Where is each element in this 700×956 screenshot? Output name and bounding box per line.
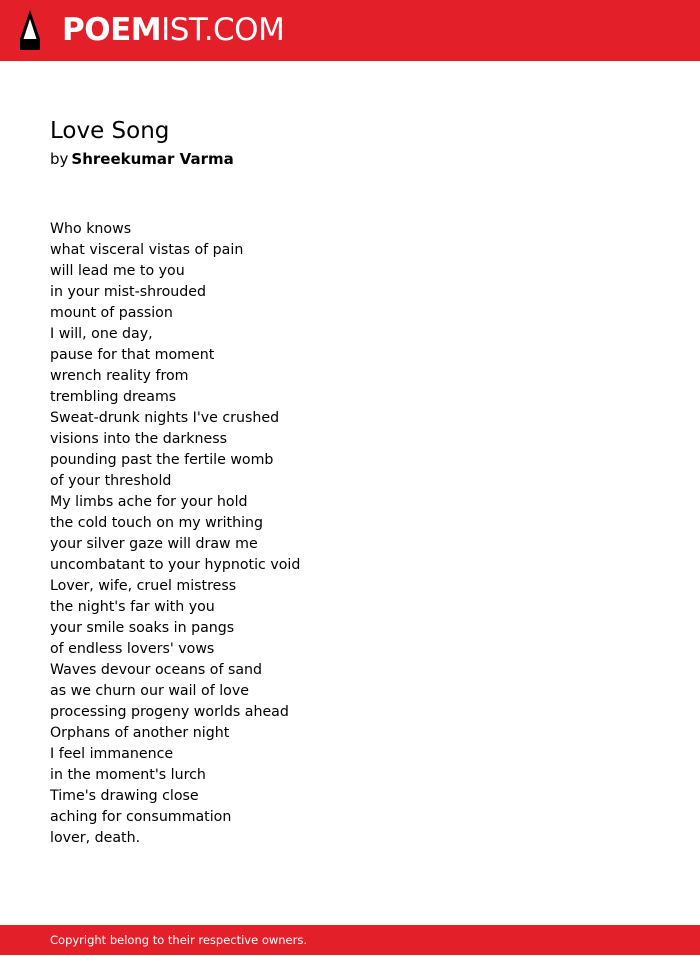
logo-text-light: IST.COM [161,12,285,48]
poem-line: pause for that moment [50,347,215,363]
poem-line: as we churn our wail of love [50,683,249,699]
poem-line: I will, one day, [50,326,153,342]
poem-line: visions into the darkness [50,431,227,447]
pen-nib-icon [18,9,42,51]
poem-line: Orphans of another night [50,725,230,741]
poem-line: of your threshold [50,473,172,489]
copyright-notice: Copyright belong to their respective owners. [50,933,308,947]
poem-line: will lead me to you [50,263,185,279]
byline-label: by [50,150,69,168]
poem-line: in the moment's lurch [50,767,206,783]
poem-line: trembling dreams [50,389,177,405]
byline [50,148,234,170]
poem-line: mount of passion [50,305,173,321]
poem-line: processing progeny worlds ahead [50,704,289,720]
logo-text-strong: POEM [62,12,162,48]
poem-line: Who knows [50,221,132,237]
author-name: Shreekumar Varma [71,150,234,168]
poem-line: lover, death. [50,830,141,846]
poem-line: uncombatant to your hypnotic void [50,557,301,573]
poem-line: Waves devour oceans of sand [50,662,263,678]
poem-line: your smile soaks in pangs [50,620,235,636]
poem-line: aching for consummation [50,809,232,825]
poem-line: in your mist-shrouded [50,284,207,300]
site-footer [0,925,700,955]
site-header [0,0,700,61]
poem-line: I feel immanence [50,746,174,762]
poem-line: Lover, wife, cruel mistress [50,578,237,594]
poem-line: the night's far with you [50,599,215,615]
poem-body [50,219,300,849]
poem-line: My limbs ache for your hold [50,494,248,510]
poem-line: your silver gaze will draw me [50,536,258,552]
poem-line: Time's drawing close [50,788,199,804]
poem-line: what visceral vistas of pain [50,242,244,258]
poem-line: of endless lovers' vows [50,641,215,657]
poem-line: Sweat-drunk nights I've crushed [50,410,280,426]
poem-title: Love Song [50,118,170,144]
poem-line: the cold touch on my writhing [50,515,264,531]
poem-line: pounding past the fertile womb [50,452,274,468]
site-logo[interactable] [62,10,284,50]
poem-line: wrench reality from [50,368,189,384]
